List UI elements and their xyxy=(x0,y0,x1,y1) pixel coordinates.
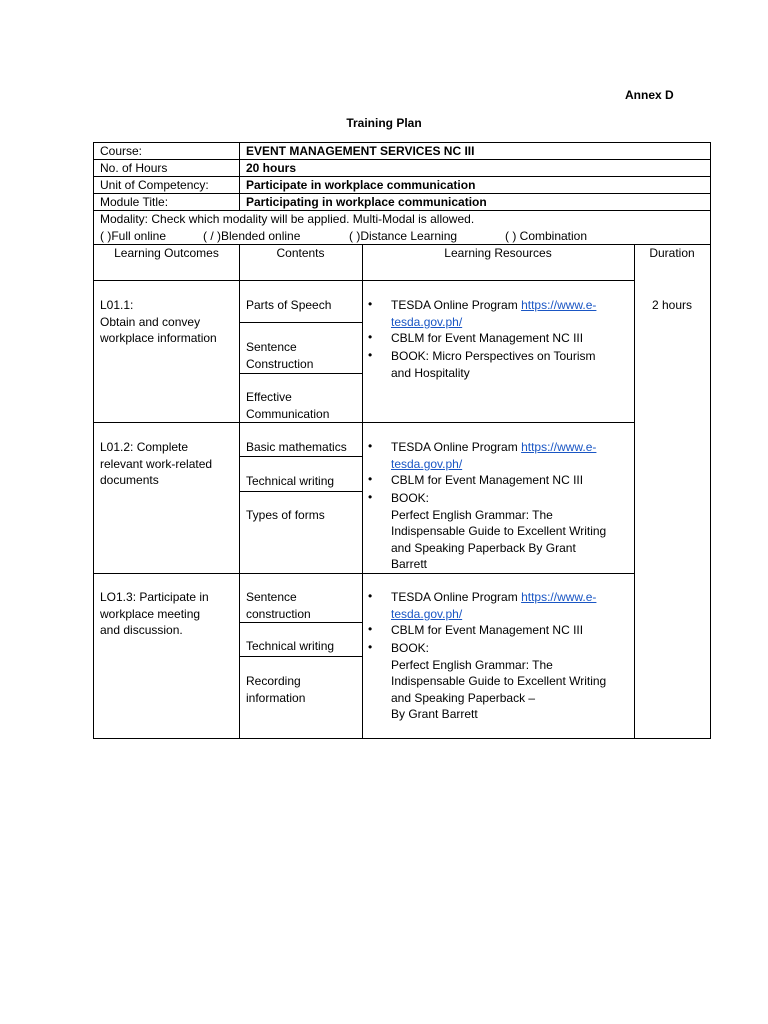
annex-label: Annex D xyxy=(625,88,674,102)
unit-value: Participate in workplace communication xyxy=(246,178,476,192)
bullet-icon: • xyxy=(368,297,373,311)
resource-item: CBLM for Event Management NC III xyxy=(391,473,584,487)
bullet-icon: • xyxy=(368,622,373,636)
modality-blended-online: ( / )Blended online xyxy=(203,229,301,243)
content-item: Basic mathematics xyxy=(246,440,347,454)
resource-item: TESDA Online Program https://www.e- tesda.gov.ph/ xyxy=(391,440,597,471)
header-contents: Contents xyxy=(276,246,325,260)
tesda-link[interactable]: https://www.e- xyxy=(521,590,597,604)
bullet-icon: • xyxy=(368,348,373,362)
bullet-icon: • xyxy=(368,330,373,344)
resource-item: CBLM for Event Management NC III xyxy=(391,623,584,637)
content-item: Sentence Construction xyxy=(246,340,314,371)
col-divider xyxy=(362,244,363,738)
row-divider xyxy=(94,422,634,423)
course-value: EVENT MANAGEMENT SERVICES NC III xyxy=(246,144,475,158)
content-divider xyxy=(240,322,362,323)
bullet-icon: • xyxy=(368,472,373,486)
course-label: Course: xyxy=(100,144,143,158)
content-item: Types of forms xyxy=(246,508,325,522)
content-item: Technical writing xyxy=(246,639,335,653)
resource-item: TESDA Online Program https://www.e- tesda.gov.ph/ xyxy=(391,590,597,621)
content-divider xyxy=(240,491,362,492)
header-learning-resources: Learning Resources xyxy=(444,246,552,260)
tesda-link[interactable]: tesda.gov.ph/ xyxy=(391,456,463,471)
resource-item: CBLM for Event Management NC III xyxy=(391,331,584,345)
resource-item: TESDA Online Program https://www.e- tesda.gov.ph/ xyxy=(391,298,597,329)
bullet-icon: • xyxy=(368,439,373,453)
resource-item: BOOK: Micro Perspectives on Tourism and Hospitality xyxy=(391,349,596,380)
tesda-link[interactable]: tesda.gov.ph/ xyxy=(391,606,463,621)
tesda-link[interactable]: https://www.e- xyxy=(521,440,597,454)
bullet-icon: • xyxy=(368,589,373,603)
content-item: Technical writing xyxy=(246,474,335,488)
tesda-link[interactable]: https://www.e- xyxy=(521,298,597,312)
modality-full-online: ( )Full online xyxy=(100,229,167,243)
content-item: Recording information xyxy=(246,674,306,705)
col-divider xyxy=(634,244,635,738)
bullet-icon: • xyxy=(368,640,373,654)
outcome-lo12: L01.2: Complete relevant work-related documents xyxy=(100,440,213,487)
header-learning-outcomes: Learning Outcomes xyxy=(114,246,219,260)
modality-instructions: Modality: Check which modality will be applied. Multi-Modal is allowed. xyxy=(100,212,475,226)
content-divider xyxy=(240,622,362,623)
module-label: Module Title: xyxy=(100,195,169,209)
outcome-lo13: LO1.3: Participate in workplace meeting and discussion. xyxy=(100,590,209,637)
modality-distance: ( )Distance Learning xyxy=(349,229,458,243)
unit-label: Unit of Competency: xyxy=(100,178,209,192)
content-divider xyxy=(240,656,362,657)
content-item: Sentence construction xyxy=(246,590,311,621)
hours-value: 20 hours xyxy=(246,161,297,175)
content-divider xyxy=(240,373,362,374)
hours-label: No. of Hours xyxy=(100,161,168,175)
content-item: Parts of Speech xyxy=(246,298,332,312)
resource-item: BOOK: Perfect English Grammar: The Indispensable Guide to Excellent Writing and Speaking Paperback – By Grant Barrett xyxy=(391,641,607,721)
header-duration: Duration xyxy=(649,246,695,260)
content-divider xyxy=(240,456,362,457)
row-divider xyxy=(94,280,634,281)
col-divider xyxy=(239,143,240,210)
col-divider xyxy=(239,244,240,738)
bullet-icon: • xyxy=(368,490,373,504)
page-title: Training Plan xyxy=(346,116,422,130)
row-divider xyxy=(94,573,634,574)
tesda-link[interactable]: tesda.gov.ph/ xyxy=(391,314,463,329)
outcome-lo11: L01.1: Obtain and convey workplace information xyxy=(100,298,217,345)
content-item: Effective Communication xyxy=(246,390,330,421)
duration-value: 2 hours xyxy=(651,298,693,312)
resource-item: BOOK: Perfect English Grammar: The Indispensable Guide to Excellent Writing and Speaking Paperback By Grant Barrett xyxy=(391,491,607,571)
modality-combination: ( ) Combination xyxy=(505,229,588,243)
module-value: Participating in workplace communication xyxy=(246,195,487,209)
